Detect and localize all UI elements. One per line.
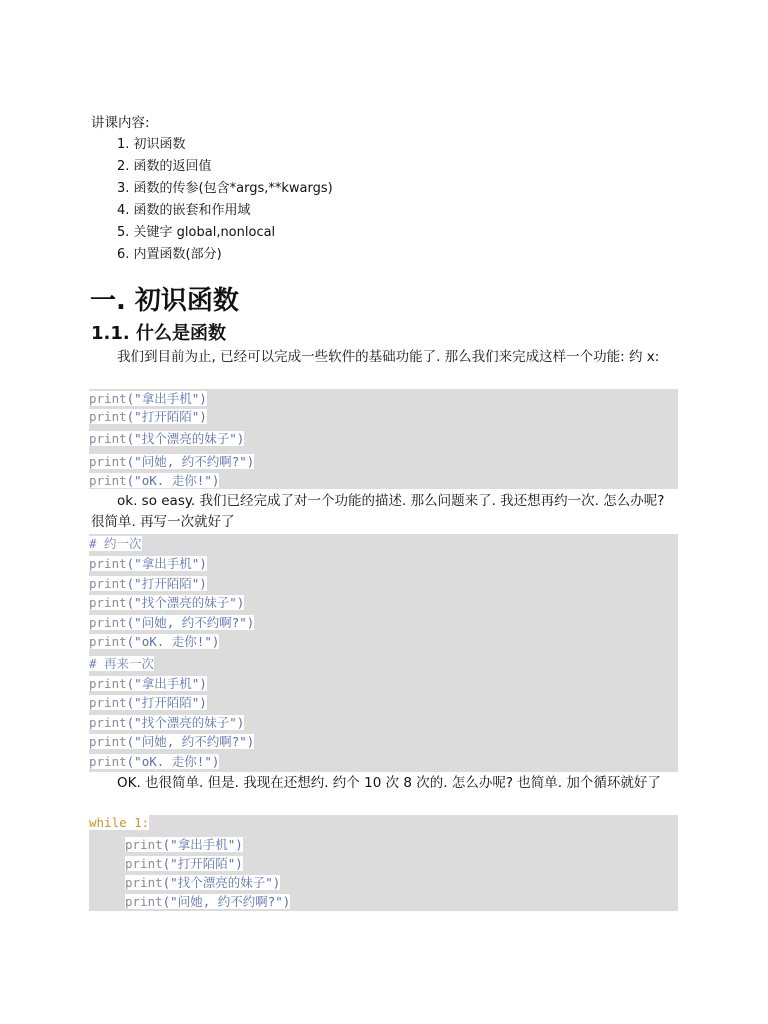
code-line [89, 892, 290, 910]
paragraph-text: OK. 也很简单. 但是. 我现在还想约. 约个 10 次 8 次的. 怎么办呢? 也简单. 加个循环就好了 [117, 775, 661, 791]
code-string: ("打开陌陌") [162, 856, 243, 871]
code-keyword: print [125, 894, 163, 909]
code-line [89, 554, 207, 572]
code-string: ("问她, 约不约啊?") [126, 454, 255, 469]
code-string: ("问她, 约不约啊?") [126, 615, 255, 630]
paragraph-text: ok. so easy. 我们已经完成了对一个功能的描述. 那么问题来了. 我还想再约一次. 怎么办呢? 很简单. 再写一次就好了 [91, 493, 665, 530]
outline-item: 4. 函数的嵌套和作用域 [117, 203, 251, 218]
code-keyword: print [89, 634, 127, 649]
paragraph-text: 我们到目前为止, 已经可以完成一些软件的基础功能了. 那么我们来完成这样一个功能: 约 x: [117, 349, 660, 365]
code-line [89, 632, 219, 650]
code-keyword: print [89, 695, 127, 710]
code-string: ("找个漂亮的妹子") [162, 875, 281, 890]
code-string: ("打开陌陌") [126, 576, 207, 591]
code-line [89, 574, 207, 592]
code-keyword: print [89, 473, 127, 488]
code-string: ("问她, 约不约啊?") [162, 894, 291, 909]
code-keyword: print [89, 409, 127, 424]
code-string: ("找个漂亮的妹子") [126, 431, 245, 446]
code-string: ("oK. 走你!") [126, 754, 220, 769]
code-block-loop [89, 815, 678, 911]
code-keyword: print [89, 431, 127, 446]
code-line [89, 873, 280, 891]
code-string: ("找个漂亮的妹子") [126, 715, 245, 730]
code-block-single [89, 389, 678, 489]
code-comment-line [89, 534, 142, 552]
code-line [89, 752, 219, 770]
code-line [89, 471, 219, 489]
code-keyword: print [89, 391, 127, 406]
code-string: ("找个漂亮的妹子") [126, 595, 245, 610]
code-keyword: print [125, 856, 163, 871]
code-keyword: print [89, 454, 127, 469]
section-heading: 1.1. 什么是函数 [91, 323, 226, 344]
code-line [89, 429, 244, 447]
code-line [89, 593, 244, 611]
code-keyword: print [89, 734, 127, 749]
code-string: ("打开陌陌") [126, 409, 207, 424]
code-comment-line [89, 654, 154, 672]
code-string: ("问她, 约不约啊?") [126, 734, 255, 749]
outline-item: 2. 函数的返回值 [117, 159, 212, 174]
code-string: ("oK. 走你!") [126, 473, 220, 488]
code-string: ("拿出手机") [162, 837, 243, 852]
code-line [89, 854, 243, 872]
chapter-heading: 一. 初识函数 [90, 286, 239, 316]
code-line [89, 693, 207, 711]
code-keyword: print [89, 595, 127, 610]
code-string: ("oK. 走你!") [126, 634, 220, 649]
code-keyword: print [89, 754, 127, 769]
code-line [89, 835, 243, 853]
code-loop-line [89, 815, 149, 830]
code-string: ("拿出手机") [126, 391, 207, 406]
lecture-outline-list [117, 136, 333, 268]
outline-item: 3. 函数的传参(包含*args,**kwargs) [117, 181, 333, 196]
code-keyword: print [89, 576, 127, 591]
code-string: ("打开陌陌") [126, 695, 207, 710]
paragraph-loop [91, 773, 681, 794]
code-line [89, 613, 254, 631]
code-line [89, 732, 254, 750]
code-keyword: print [89, 676, 127, 691]
code-keyword: print [89, 615, 127, 630]
code-line [89, 452, 254, 470]
code-while-keyword: while 1: [89, 815, 150, 830]
code-line [89, 674, 207, 692]
code-comment: # 约一次 [89, 536, 142, 551]
outline-item: 1. 初识函数 [117, 137, 186, 152]
outline-item: 5. 关键字 global,nonlocal [117, 225, 276, 240]
paragraph-repeat [91, 491, 681, 533]
lecture-content-heading: 讲课内容: [91, 115, 150, 131]
code-keyword: print [89, 556, 127, 571]
code-keyword: print [125, 837, 163, 852]
code-line [89, 713, 244, 731]
code-keyword: print [89, 715, 127, 730]
outline-item: 6. 内置函数(部分) [117, 247, 222, 262]
paragraph-intro [91, 347, 681, 368]
code-comment: # 再来一次 [89, 656, 155, 671]
code-block-twice [89, 534, 678, 772]
code-line [89, 389, 207, 407]
code-string: ("拿出手机") [126, 556, 207, 571]
code-keyword: print [125, 875, 163, 890]
code-string: ("拿出手机") [126, 676, 207, 691]
code-line [89, 407, 207, 425]
